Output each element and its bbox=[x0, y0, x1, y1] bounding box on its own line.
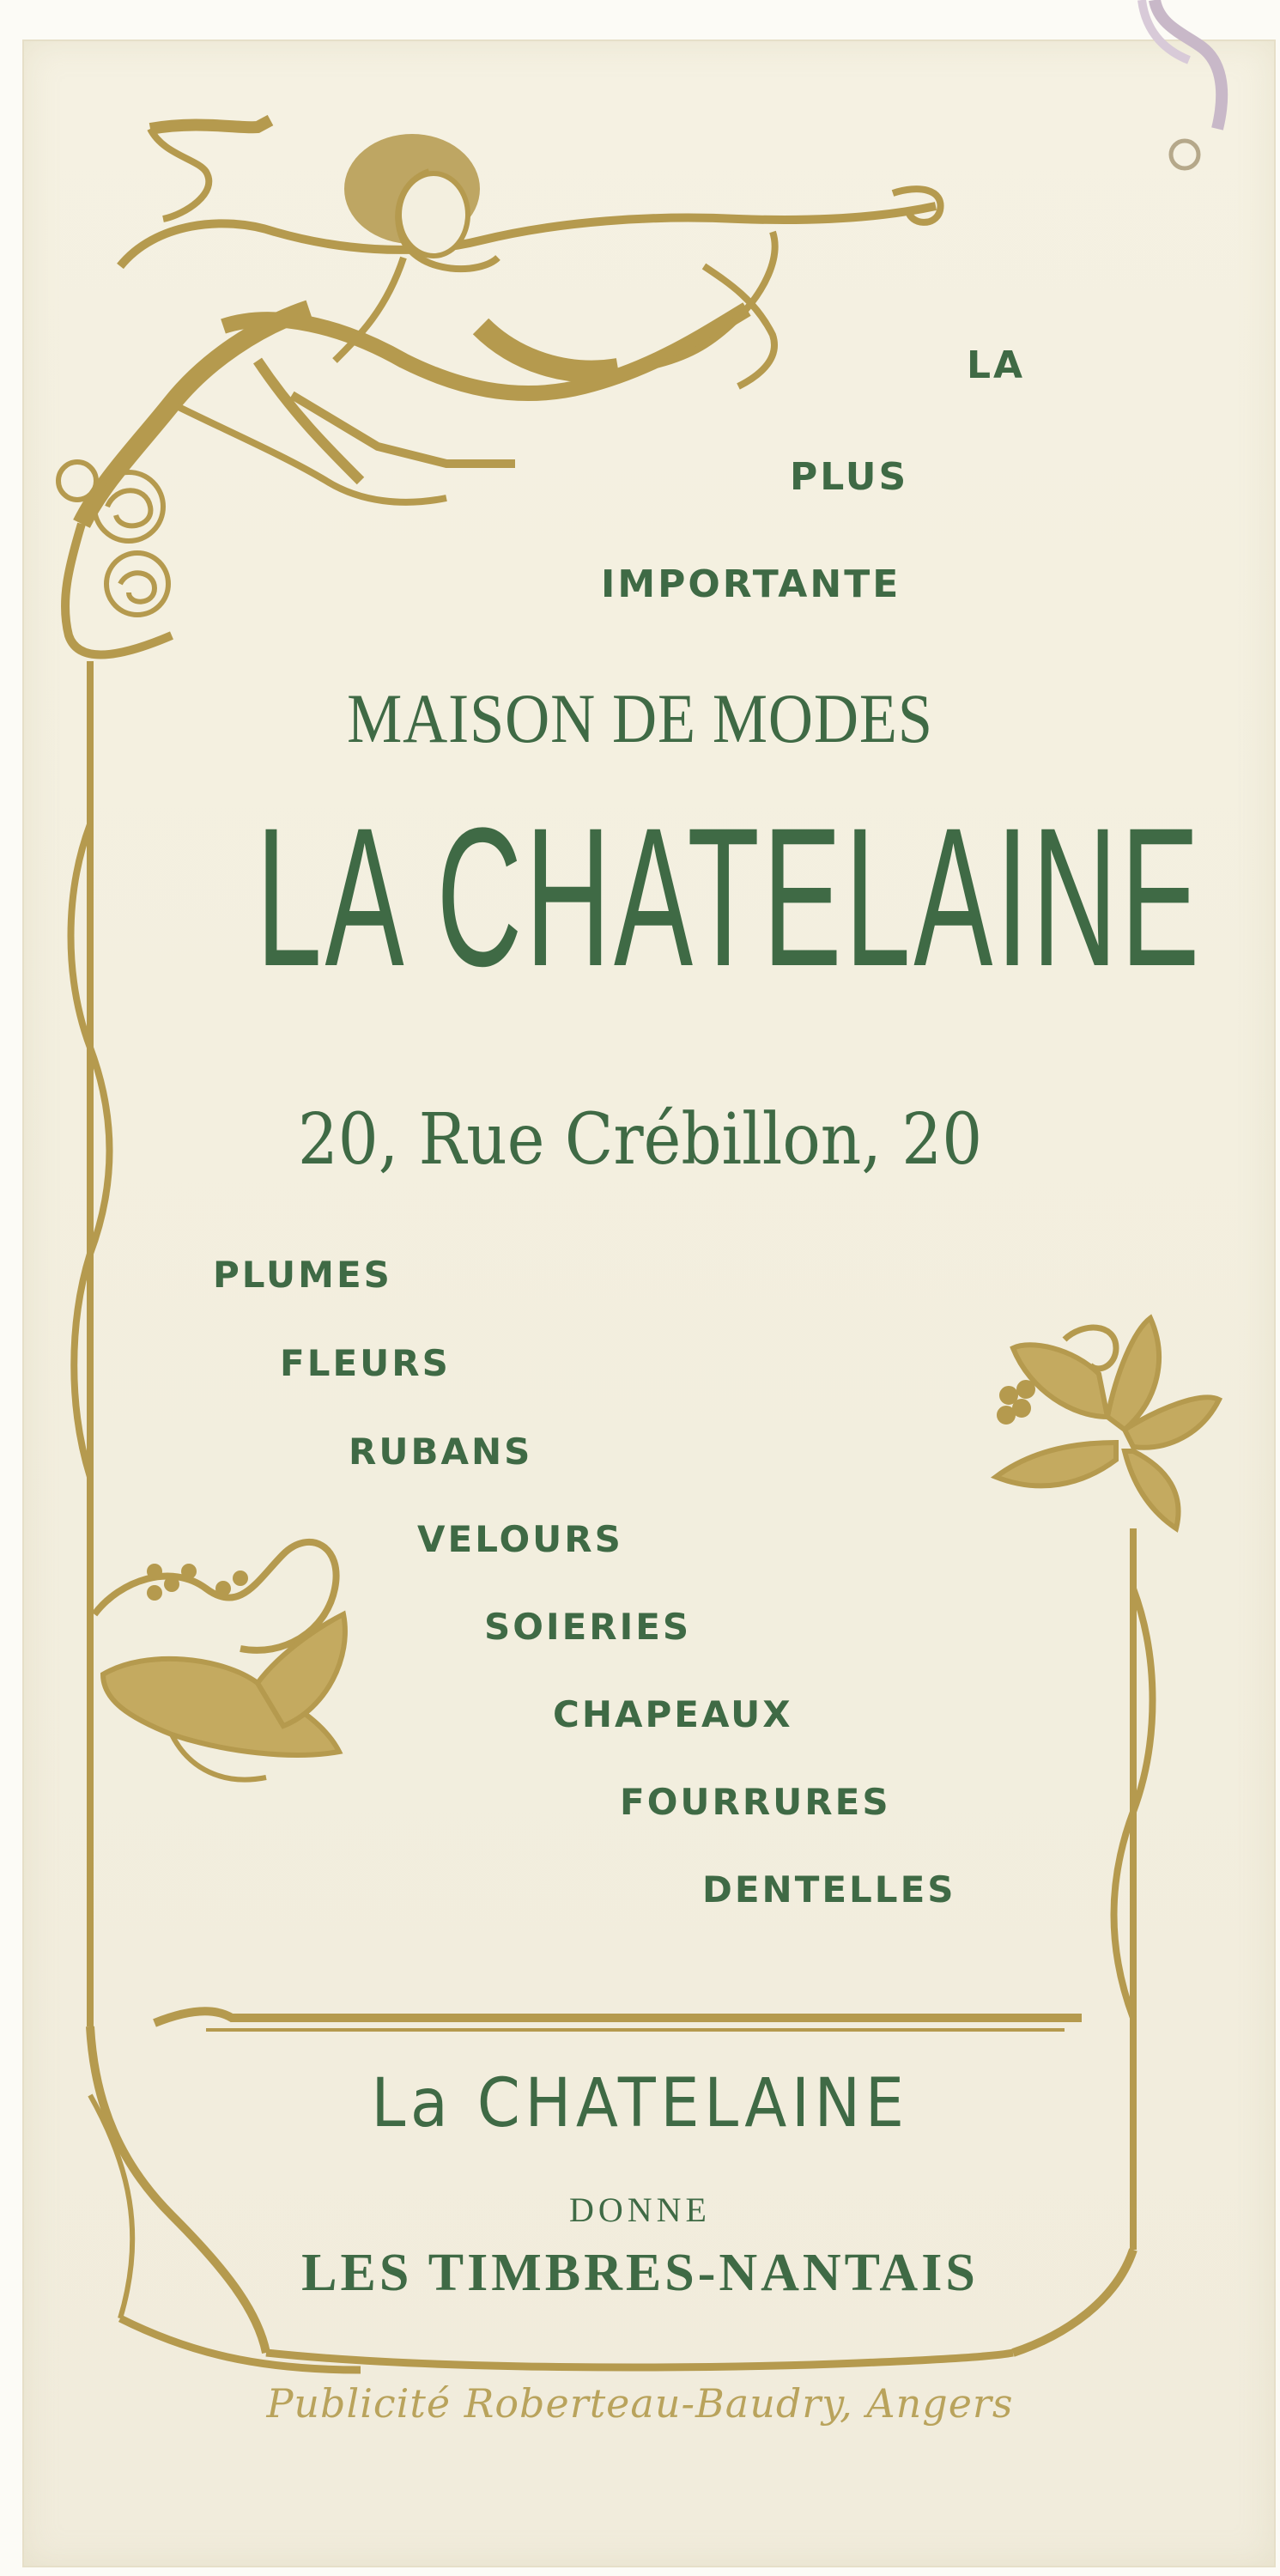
leaf-icon bbox=[94, 1542, 345, 1780]
product-item: VELOURS bbox=[417, 1518, 623, 1560]
product-item: CHAPEAUX bbox=[553, 1693, 793, 1735]
product-item: PLUMES bbox=[213, 1254, 392, 1296]
tagline-line-la: LA bbox=[967, 343, 1026, 387]
tagline-line-plus: PLUS bbox=[790, 455, 909, 499]
ribbon-loop-icon bbox=[1142, 0, 1222, 168]
subtitle: MAISON DE MODES bbox=[347, 679, 933, 757]
shop-name-title: LA CHATELAINE bbox=[256, 787, 1203, 1007]
product-item: RUBANS bbox=[349, 1431, 533, 1473]
footer-verb: DONNE bbox=[569, 2190, 711, 2229]
right-leaf-ornament bbox=[996, 1318, 1219, 1528]
tagline-line-importante: IMPORTANTE bbox=[601, 562, 901, 606]
divider-ornament bbox=[155, 2011, 1082, 2030]
footer-stamps: LES TIMBRES-NANTAIS bbox=[301, 2244, 979, 2302]
product-item: SOIERIES bbox=[484, 1606, 692, 1648]
product-item: FLEURS bbox=[280, 1342, 451, 1384]
address: 20, Rue Crébillon, 20 bbox=[297, 1099, 983, 1181]
product-item: DENTELLES bbox=[702, 1868, 956, 1911]
printer-credit: Publicité Roberteau-Baudry, Angers bbox=[266, 2380, 1014, 2427]
product-item: FOURRURES bbox=[620, 1781, 891, 1823]
footer-shop-name: La CHATELAINE bbox=[371, 2065, 909, 2142]
